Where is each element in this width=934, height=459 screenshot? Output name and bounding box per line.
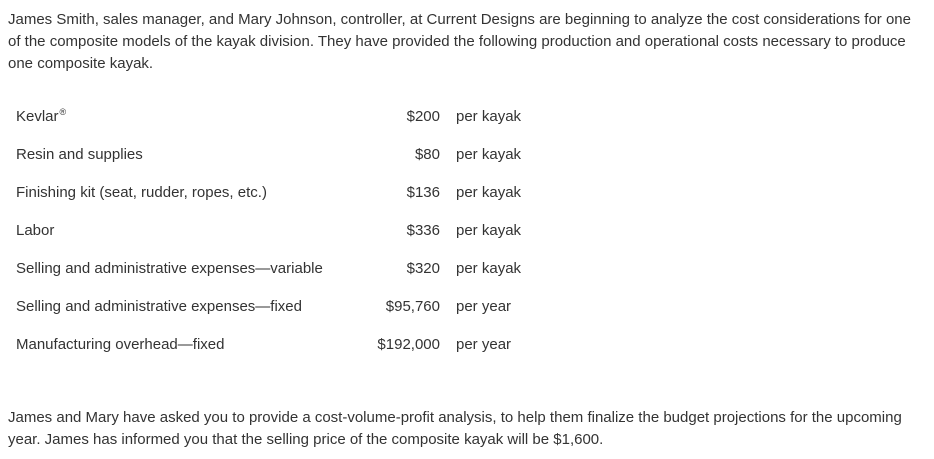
cost-unit: per kayak [456, 259, 522, 277]
cost-item: Selling and administrative expenses—fixed [16, 297, 302, 315]
registered-mark: ® [59, 106, 67, 117]
cost-amount: $192,000 [377, 335, 440, 353]
outro-paragraph: James and Mary have asked you to provide a cost-volume-profit analysis, to help them finalize the budget projections for the upcoming year. James has informed you that the selling price of the composite kayak will be $1,600. [8, 409, 902, 448]
cost-item [8, 97, 350, 135]
cost-item: Labor [16, 221, 55, 239]
cost-item: Manufacturing overhead—fixed [16, 335, 225, 353]
table-row [8, 287, 521, 325]
cost-unit: per kayak [456, 107, 522, 125]
cost-amount: $336 [406, 221, 440, 239]
cost-amount: $80 [414, 145, 440, 163]
table-row [8, 249, 521, 287]
cost-table [8, 97, 521, 363]
cost-unit: per kayak [456, 221, 522, 239]
cost-unit: per kayak [456, 183, 522, 201]
cost-amount: $95,760 [385, 297, 440, 315]
cost-item: Finishing kit (seat, rudder, ropes, etc.) [16, 183, 267, 201]
table-row [8, 97, 521, 135]
table-row [8, 173, 521, 211]
cost-unit: per kayak [456, 145, 522, 163]
cost-item-label: Kevlar [16, 107, 59, 125]
table-row [8, 211, 521, 249]
cost-unit: per year [456, 297, 512, 315]
cost-item: Resin and supplies [16, 145, 143, 163]
cost-item: Selling and administrative expenses—variable [16, 259, 323, 277]
cost-amount: $200 [406, 107, 440, 125]
table-row [8, 135, 521, 173]
cost-unit: per year [456, 335, 512, 353]
cost-amount: $320 [406, 259, 440, 277]
intro-paragraph: James Smith, sales manager, and Mary Johnson, controller, at Current Designs are beginning to analyze the cost considerations for one of the composite models of the kayak division. They have provided the following production and operational costs necessary to produce one composite kayak. [8, 11, 911, 72]
table-row [8, 325, 521, 363]
cost-amount: $136 [406, 183, 440, 201]
